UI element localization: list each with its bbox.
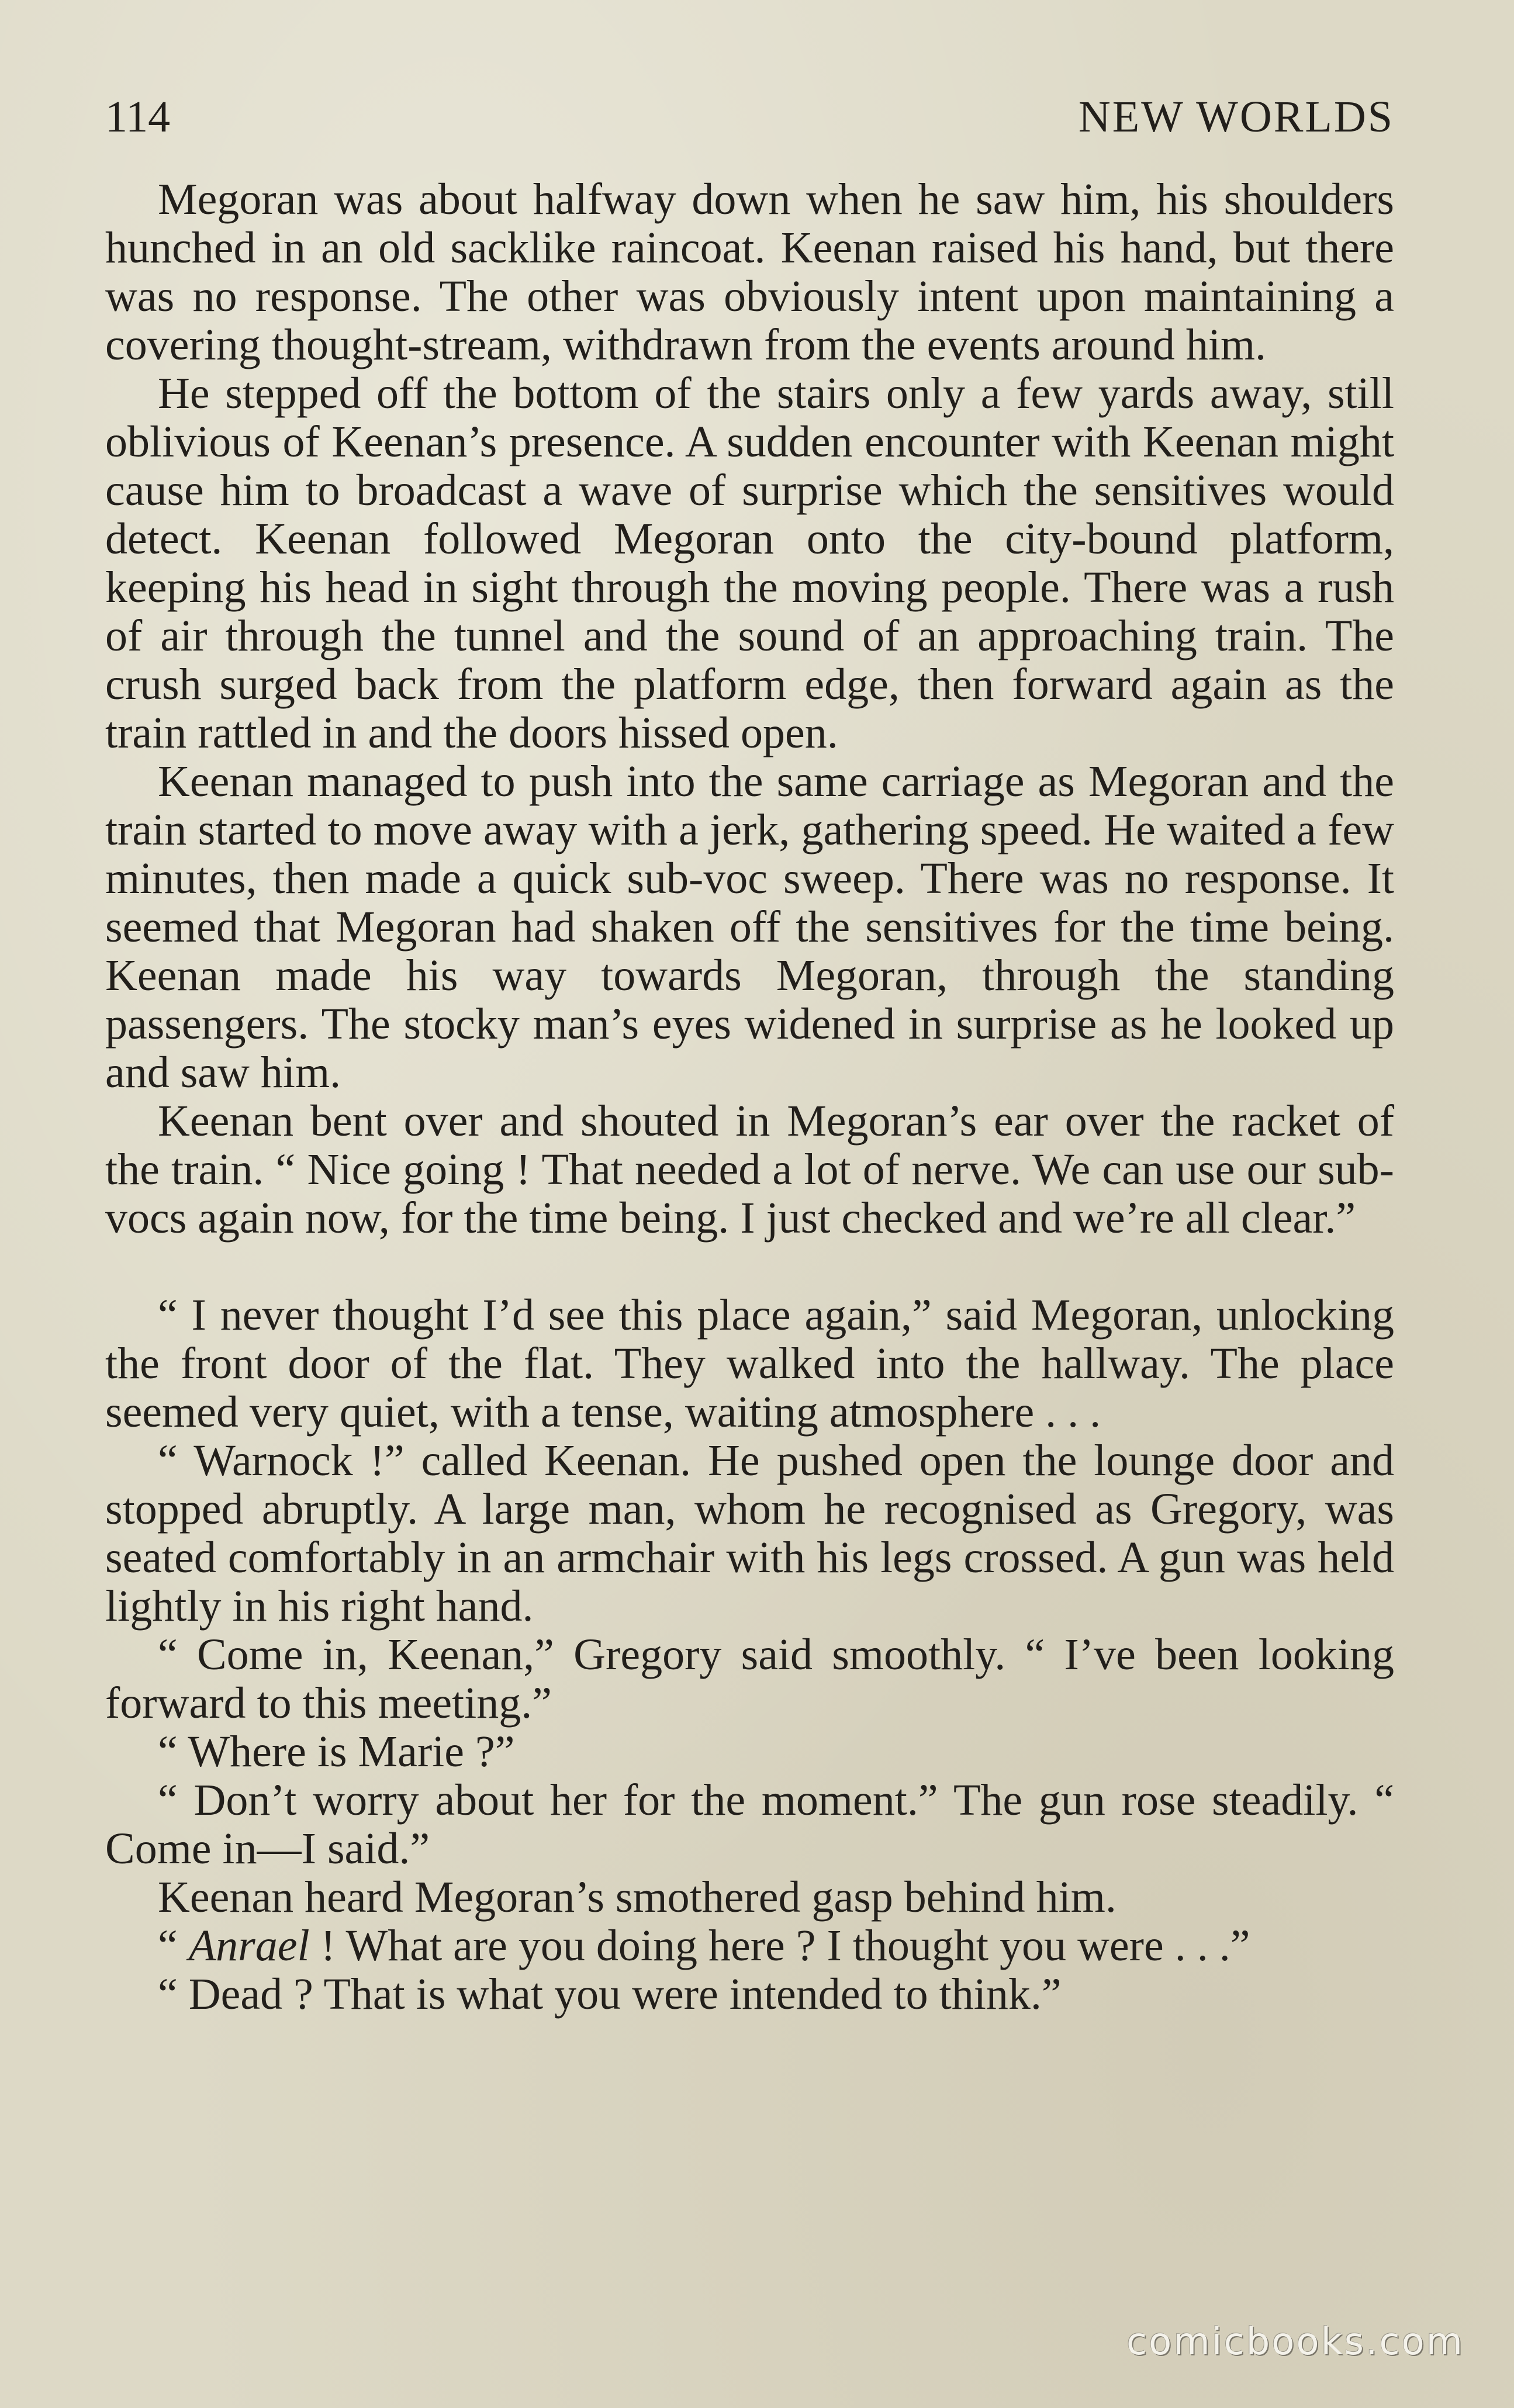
- paragraph: “ I never thought I’d see this place again,” said Megoran, unlocking the front door of the flat. They walked into the hallway. The place seemed very quiet, with a tense, waiting atmosphere . . .: [105, 1291, 1394, 1437]
- italic-name: Anrael: [188, 1921, 310, 1970]
- page-content: [105, 88, 1394, 2019]
- running-head: NEW WORLDS: [1078, 92, 1394, 141]
- story-text: [105, 175, 1394, 2019]
- dialogue-text: ! What are you doing here ? I thought you were . . .”: [309, 1921, 1250, 1970]
- paragraph: Keenan bent over and shouted in Megoran’s ear over the racket of the train. “ Nice going ! That needed a lot of nerve. We can use our sub-vocs again now, for the time being. I just checked and we’re all clear.”: [105, 1096, 1394, 1243]
- paragraph: Megoran was about halfway down when he saw him, his shoulders hunched in an old sacklike raincoat. Keenan raised his hand, but there was no response. The other was obviously intent upon maintaining a covering thought-stream, withdrawn from the events around him.: [105, 175, 1394, 369]
- page-number: 114: [105, 92, 171, 141]
- open-quote: “: [158, 1921, 178, 1970]
- paragraph: Keenan heard Megoran’s smothered gasp behind him.: [158, 1873, 1117, 1922]
- watermark-logo: comicbooks.com: [1126, 2320, 1464, 2364]
- paragraph: “ Where is Marie ?”: [158, 1727, 515, 1776]
- paragraph: “ Dead ? That is what you were intended to think.”: [158, 1970, 1062, 2019]
- paragraph: “ Don’t worry about her for the moment.” The gun rose steadily. “ Come in—I said.”: [105, 1776, 1394, 1873]
- paragraph: He stepped off the bottom of the stairs only a few yards away, still oblivious of Keenan’s presence. A sudden encounter with Keenan might cause him to broadcast a wave of surprise which the sensitives would detect. Keenan followed Megoran onto the city-bound platform, keeping his head in sight through the moving people. There was a rush of air through the tunnel and the sound of an approaching train. The crush surged back from the platform edge, then forward again as the train rattled in and the doors hissed open.: [105, 369, 1394, 757]
- paragraph: Keenan managed to push into the same carriage as Megoran and the train started to move away with a jerk, gathering speed. He waited a few minutes, then made a quick sub-voc sweep. There was no response. It seemed that Megoran had shaken off the sensitives for the time being. Keenan made his way towards Megoran, through the standing passengers. The stocky man’s eyes widened in surprise as he looked up and saw him.: [105, 757, 1394, 1097]
- paragraph: “ Come in, Keenan,” Gregory said smoothly. “ I’ve been looking forward to this meeting.”: [105, 1630, 1394, 1728]
- page-header: [105, 88, 1394, 175]
- paragraph: “ Warnock !” called Keenan. He pushed open the lounge door and stopped abruptly. A large man, whom he recognised as Gregory, was seated comfortably in an armchair with his legs crossed. A gun was held lightly in his right hand.: [105, 1436, 1394, 1631]
- paragraph: [105, 1922, 1394, 1970]
